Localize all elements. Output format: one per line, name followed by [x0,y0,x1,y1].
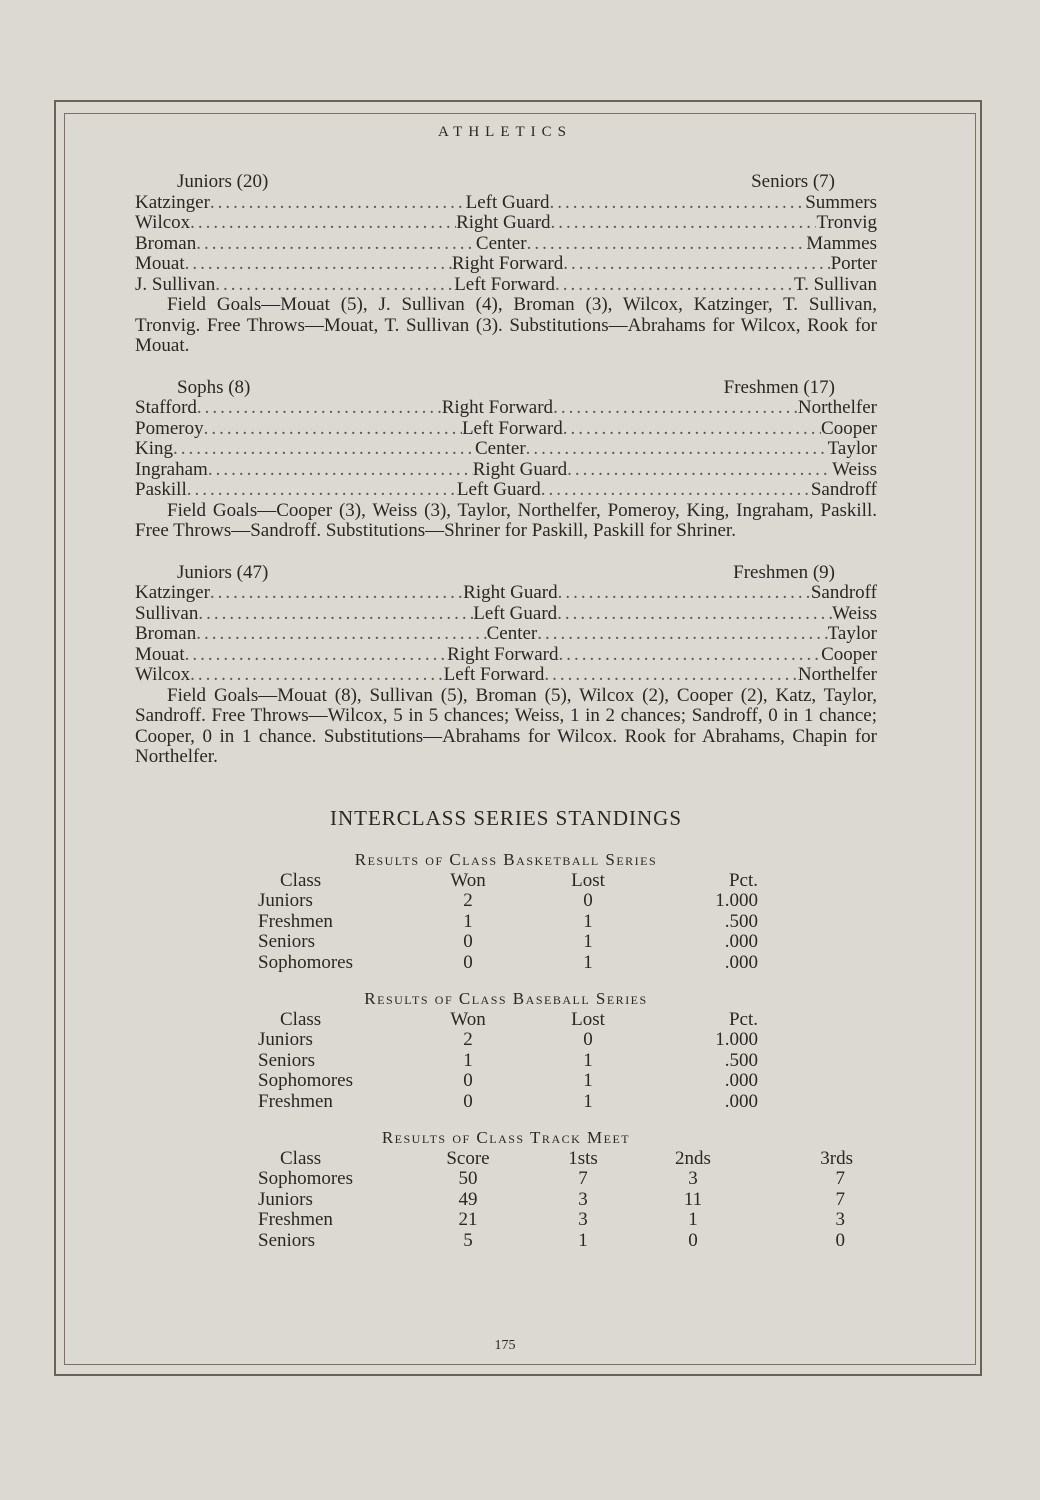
spacer [135,542,877,563]
table-row [258,891,758,912]
position: Right Forward [447,643,559,665]
game-1 [135,172,877,357]
right-player: Sandroff [810,582,877,603]
firsts-cell: 3 [578,1209,588,1230]
game-teams [135,172,877,193]
lost-cell: 1 [583,951,593,973]
won-cell: 0 [463,1090,473,1112]
page-content [135,172,877,1251]
leader-dots [563,254,830,275]
right-player: Northelfer [797,664,877,685]
track-table [258,1149,853,1252]
spacer [135,357,877,378]
right-player: Sandroff [810,479,877,500]
leader-dots [551,213,817,234]
header-cell: Lost [571,869,605,891]
leader-dots [557,604,832,625]
spacer [135,973,877,989]
pct-cell: 1.000 [715,890,758,911]
class-cell: Sophomores [258,1168,353,1189]
thirds-cell: 3 [835,1209,845,1230]
position: Center [475,438,526,459]
won-cell: 1 [463,910,473,932]
class-cell: Freshmen [258,1090,333,1112]
right-team: Freshmen (17) [723,376,835,398]
header-cell: Pct. [728,869,758,891]
spacer [135,828,877,850]
table-row [258,1092,758,1113]
left-team: Sophs (8) [177,376,251,398]
left-player: J. Sullivan [135,273,216,295]
table-header-row [258,1010,758,1031]
firsts-cell: 7 [578,1168,588,1189]
lineup-row [135,193,877,214]
left-player: Mouat [135,253,185,274]
leader-dots [185,645,448,666]
leader-dots [550,193,806,214]
spacer [135,768,877,808]
lineup-row [135,234,877,255]
right-player: Cooper [821,417,877,439]
leader-dots [559,645,822,666]
lost-cell: 1 [583,910,593,932]
seconds-cell: 11 [683,1188,703,1210]
thirds-cell: 7 [835,1168,845,1189]
leader-dots [196,234,476,255]
pct-cell: .500 [724,1049,758,1071]
header-cell: Won [450,1008,486,1030]
leader-dots [173,439,475,460]
left-player: Mouat [135,643,185,665]
left-player: Broman [135,623,197,644]
table-row [258,1169,853,1190]
lineup-row [135,398,877,419]
leader-dots [563,419,821,440]
left-player: Sullivan [135,602,199,624]
baseball-table [258,1010,758,1113]
header-cell: Won [450,869,486,891]
position: Center [486,623,538,644]
thirds-cell: 0 [835,1229,845,1251]
seconds-cell: 3 [688,1168,698,1189]
game-teams [135,563,877,584]
pct-cell: .000 [724,1090,758,1112]
lineup-row [135,645,877,666]
pct-cell: .000 [724,931,758,952]
lineup-row [135,624,877,645]
position: Right Guard [463,582,558,603]
lineup-row [135,604,877,625]
right-team: Seniors (7) [751,171,835,192]
lost-cell: 1 [583,1070,593,1091]
class-cell: Freshmen [258,1209,333,1230]
class-cell: Freshmen [258,910,333,932]
lineup-row [135,460,877,481]
left-player: Wilcox [135,212,191,233]
leader-dots [210,193,466,214]
header-cell: Class [280,1147,322,1169]
leader-dots [204,419,462,440]
header-cell: Class [280,869,322,891]
pct-cell: .000 [724,951,758,973]
left-player: Katzinger [135,191,210,213]
score-cell: 50 [458,1168,478,1189]
lineup-row [135,665,877,686]
right-player: Summers [805,191,877,213]
table-row [258,1231,853,1252]
left-player: Pomeroy [135,417,204,439]
right-player: Weiss [832,458,877,480]
lost-cell: 0 [583,890,593,911]
leader-dots [196,624,486,645]
right-team: Freshmen (9) [733,561,835,583]
basketball-table [258,871,758,974]
leader-dots [185,254,452,275]
lineup-row [135,439,877,460]
lost-cell: 1 [583,1090,593,1112]
right-player: Mammes [806,232,877,254]
left-player: Katzinger [135,582,210,603]
thirds-cell: 7 [835,1188,845,1210]
right-player: Northelfer [797,397,877,418]
position: Left Forward [461,417,563,439]
won-cell: 0 [463,1070,473,1091]
class-cell: Sophomores [258,1070,353,1091]
left-player: Wilcox [135,664,191,685]
right-player: Tronvig [816,212,877,233]
leader-dots [541,480,811,501]
page-number: 175 [494,1338,516,1353]
lost-cell: 1 [583,931,593,952]
header-cell: Class [280,1008,322,1030]
seconds-cell: 1 [688,1209,698,1230]
lineup-row [135,275,877,296]
game-2 [135,378,877,542]
leader-dots [527,234,807,255]
class-cell: Juniors [258,890,313,911]
position: Left Guard [465,191,550,213]
position: Left Forward [443,664,545,685]
leader-dots [553,398,798,419]
game-3 [135,563,877,768]
seconds-cell: 0 [688,1229,698,1251]
table-row [258,912,758,933]
leader-dots [208,460,473,481]
firsts-cell: 3 [578,1188,588,1210]
track-title: Results of Class Track Meet [381,1128,631,1147]
table-header-row [258,871,758,892]
class-cell: Juniors [258,1029,313,1050]
right-player: Taylor [827,438,877,459]
pct-cell: .500 [724,910,758,932]
game-summary: Field Goals—Mouat (8), Sullivan (5), Broman (5), Wilcox (2), Cooper (2), Katz, Taylor, Sandroff. Free Throws—Wilcox, 5 in 5 chances; Weiss, 1 in 2 chances; Sandroff, 0 in 1 chance; Cooper, 0 in 1 chance. Substitutions—Abrahams for Wilcox. Rook for Abrahams, Chapin for Northelfer. [135,684,877,767]
header-cell: Pct. [728,1008,758,1030]
game-teams [135,378,877,399]
baseball-title: Results of Class Baseball Series [364,989,648,1008]
left-player: Ingraham [135,458,208,480]
position: Right Forward [451,253,564,274]
leader-dots [558,583,811,604]
right-player: Cooper [821,643,877,665]
position: Left Guard [456,479,541,500]
score-cell: 5 [463,1229,473,1251]
position: Left Forward [454,273,555,295]
left-team: Juniors (20) [177,171,269,192]
won-cell: 2 [463,890,473,911]
leader-dots [555,275,794,296]
lineup-row [135,213,877,234]
game-summary: Field Goals—Cooper (3), Weiss (3), Taylor, Northelfer, Pomeroy, King, Ingraham, Paskill. Free Throws—Sandroff. Substitutions—Shriner for Paskill, Paskill for Shriner. [135,499,877,541]
position: Right Guard [456,212,551,233]
basketball-title: Results of Class Basketball Series [354,850,658,869]
position: Center [475,232,527,254]
lineup-row [135,480,877,501]
class-cell: Sophomores [258,951,353,973]
left-player: Broman [135,232,197,254]
table-row [258,953,758,974]
table-row [258,1210,853,1231]
table-row [258,1190,853,1211]
leader-dots [198,604,473,625]
pct-cell: 1.000 [715,1029,758,1050]
right-player: Porter [830,253,877,274]
won-cell: 2 [463,1029,473,1050]
table-header-row [258,1149,853,1170]
won-cell: 1 [463,1049,473,1071]
lineup-row [135,583,877,604]
lineup-row [135,419,877,440]
position: Right Guard [472,458,568,480]
table-row [258,932,758,953]
header-cell: 2nds [675,1147,711,1169]
left-player: Paskill [135,479,187,500]
won-cell: 0 [463,931,473,952]
score-cell: 21 [458,1209,478,1230]
right-player: Weiss [832,602,877,624]
table-row [258,1030,758,1051]
header-cell: Score [446,1147,490,1169]
class-cell: Seniors [258,1049,315,1071]
header-cell: Lost [571,1008,605,1030]
left-player: Stafford [135,397,197,418]
class-cell: Seniors [258,931,315,952]
right-player: T. Sullivan [793,273,877,295]
leader-dots [567,460,832,481]
firsts-cell: 1 [578,1229,588,1251]
right-player: Taylor [827,623,877,644]
leader-dots [190,665,443,686]
class-cell: Seniors [258,1229,315,1251]
leader-dots [210,583,463,604]
leader-dots [187,480,457,501]
leader-dots [544,665,797,686]
pct-cell: .000 [724,1070,758,1091]
spacer [135,1112,877,1128]
position: Left Guard [473,602,558,624]
game-summary: Field Goals—Mouat (5), J. Sullivan (4), Broman (3), Wilcox, Katzinger, T. Sullivan, Tronvig. Free Throws—Mouat, T. Sullivan (3). Substitutions—Abrahams for Wilcox, Rook for Mouat. [135,294,877,356]
class-cell: Juniors [258,1188,313,1210]
running-head: ATHLETICS [438,124,572,140]
table-row [258,1051,758,1072]
lost-cell: 1 [583,1049,593,1071]
leader-dots [526,439,828,460]
leader-dots [197,398,442,419]
position: Right Forward [441,397,554,418]
lost-cell: 0 [583,1029,593,1050]
leader-dots [190,213,456,234]
leader-dots [537,624,827,645]
header-cell: 1sts [568,1147,598,1169]
header-cell: 3rds [820,1147,853,1169]
lineup-row [135,254,877,275]
table-row [258,1071,758,1092]
left-player: King [135,438,173,459]
won-cell: 0 [463,951,473,973]
leader-dots [215,275,454,296]
standings-title: INTERCLASS SERIES STANDINGS [329,805,683,830]
left-team: Juniors (47) [177,561,269,583]
score-cell: 49 [458,1188,478,1210]
